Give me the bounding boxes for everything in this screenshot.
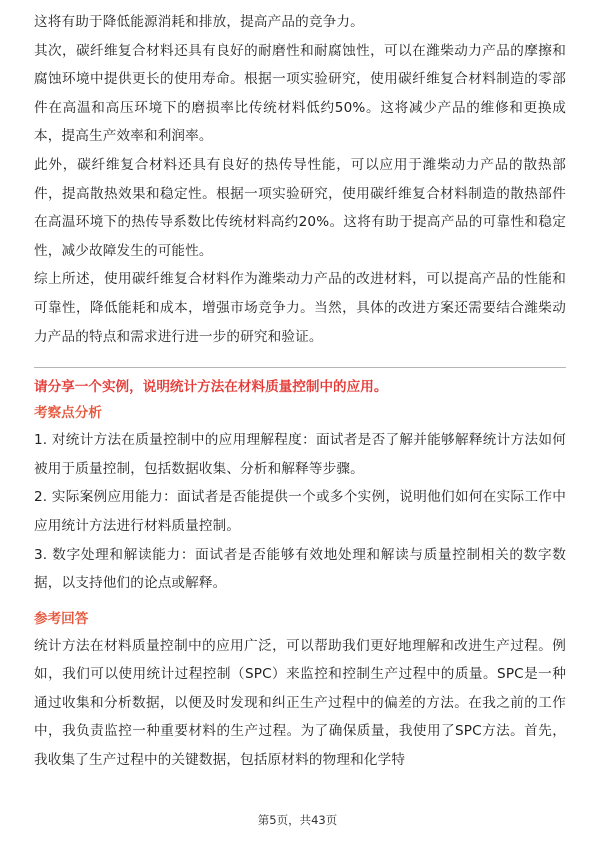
page-content (34, 8, 566, 775)
analysis-point: 3. 数字处理和解读能力：面试者是否能够有效地处理和解读与质量控制相关的数字数据，以支持他们的论点或解释。 (34, 546, 566, 592)
answer-heading: 参考回答 (34, 610, 89, 627)
body-paragraph: 这将有助于降低能源消耗和排放，提高产品的竞争力。 (34, 14, 364, 30)
body-paragraph: 此外，碳纤维复合材料还具有良好的热传导性能，可以应用于潍柴动力产品的散热部件，提高散热效果和稳定性。根据一项实验研究，使用碳纤维复合材料制造的散热部件在高温环境下的热传导系数比传统材料高约20%。这将有助于提高产品的可靠性和稳定性，减少故障发生的可能性。 (34, 156, 566, 259)
answer-paragraph: 统计方法在材料质量控制中的应用广泛，可以帮助我们更好地理解和改进生产过程。例如，我们可以使用统计过程控制（SPC）来监控和控制生产过程中的质量。SPC是一种通过收集和分析数据，以便及时发现和纠正生产过程中的偏差的方法。在我之前的工作中，我负责监控一种重要材料的生产过程。为了确保质量，我使用了SPC方法。首先，我收集了生产过程中的关键数据，包括原材料的物理和化学特 (34, 637, 566, 769)
analysis-point: 1. 对统计方法在质量控制中的应用理解程度：面试者是否了解并能够解释统计方法如何被用于质量控制，包括数据收集、分析和解释等步骤。 (34, 432, 566, 477)
page-number-footer: 第5页，共43页 (257, 813, 338, 827)
analysis-heading: 考察点分析 (34, 405, 102, 422)
body-paragraph: 综上所述，使用碳纤维复合材料作为潍柴动力产品的改进材料，可以提高产品的性能和可靠性，降低能耗和成本，增强市场竞争力。当然，具体的改进方案还需要结合潍柴动力产品的特点和需求进行进一步的研究和验证。 (34, 271, 566, 345)
body-paragraph: 其次，碳纤维复合材料还具有良好的耐磨性和耐腐蚀性，可以在潍柴动力产品的摩擦和腐蚀环境中提供更长的使用寿命。根据一项实验研究，使用碳纤维复合材料制造的零部件在高温和高压环境下的磨损率比传统材料低约50%。这将减少产品的维修和更换成本，提高生产效率和利润率。 (34, 42, 566, 145)
question-title: 请分享一个实例，说明统计方法在材料质量控制中的应用。 (34, 379, 388, 396)
analysis-point: 2. 实际案例应用能力：面试者是否能提供一个或多个实例，说明他们如何在实际工作中应用统计方法进行材料质量控制。 (34, 489, 566, 534)
section-divider (34, 367, 566, 368)
